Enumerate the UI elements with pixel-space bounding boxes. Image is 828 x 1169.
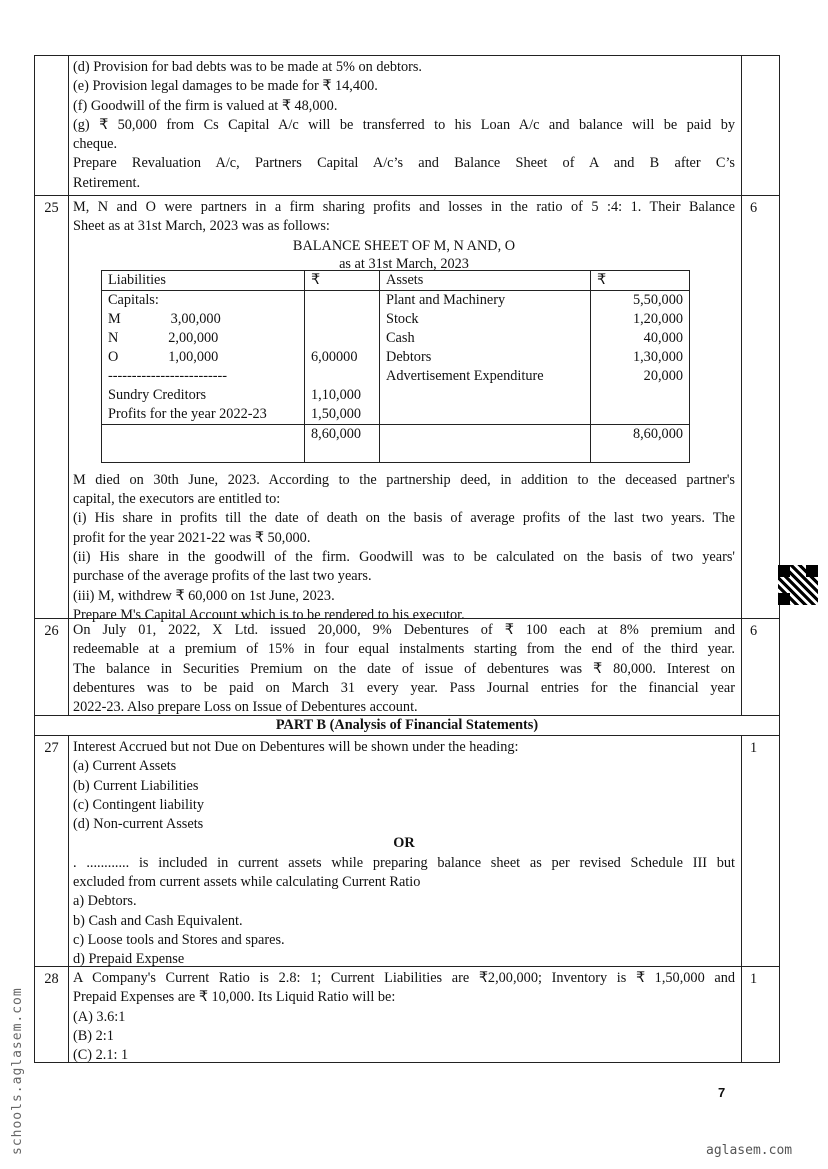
liabilities-amount-cell <box>305 290 380 424</box>
profits-amount: 1,50,000 <box>311 405 362 422</box>
question-number: 26 <box>35 619 69 715</box>
asset-amount: 40,000 <box>643 329 683 346</box>
question-25 <box>34 195 780 623</box>
asset-amount: 5,50,000 <box>632 291 683 308</box>
text-line: On July 01, 2022, X Ltd. issued 20,000, 9% Debentures of ₹ 100 each at 8% premium and <box>73 622 735 638</box>
text-line: capital, the executors are entitled to: <box>73 491 281 508</box>
text-line: cheque. <box>73 136 118 153</box>
text-line: (c) Contingent liability <box>73 796 205 813</box>
text-line: (b) Current Liabilities <box>73 777 199 794</box>
partner-capital-amount: 3,00,000 <box>170 310 221 327</box>
partner-capital <box>108 310 298 329</box>
marks <box>741 56 779 195</box>
question-24-continued <box>34 55 780 196</box>
text-line: (B) 2:1 <box>73 1027 114 1044</box>
assets-cell <box>380 290 591 424</box>
text-line: (i) His share in profits till the date of death on the basis of average profits of the last two years. The <box>73 510 735 527</box>
text-line: purchase of the average profits of the last two years. <box>73 568 372 585</box>
text-line: debentures was to be paid on March 31 every year. Pass Journal entries for the financial year <box>73 679 735 696</box>
page-number: 7 <box>718 1085 726 1100</box>
asset-name: Debtors <box>386 348 432 365</box>
asset-amount: 1,30,000 <box>632 348 683 365</box>
text-line: Prepare Revaluation A/c, Partners Capital A/c’s and Balance Sheet of A and B after C’s <box>73 155 735 172</box>
balance-sheet-table <box>101 270 690 463</box>
text-line: redeemable at a premium of 15% in four equal instalments starting from the end of the third year. <box>73 641 735 658</box>
question-text <box>68 621 741 717</box>
text-line: (a) Current Assets <box>73 758 177 775</box>
marks: 1 <box>741 736 779 966</box>
question-number: 27 <box>35 736 69 966</box>
header-liabilities: Liabilities <box>102 270 305 290</box>
partner-capital <box>108 329 298 348</box>
text-line: profit for the year 2021-22 was ₹ 50,000. <box>73 529 311 546</box>
header-rupee: ₹ <box>591 270 690 290</box>
text-line: The balance in Securities Premium on the date of issue of debentures was ₹ 80,000. Interest on <box>73 660 735 677</box>
text-line: (iii) M, withdrew ₹ 60,000 on 1st June, 2023. <box>73 587 335 604</box>
text-line: Sheet as at 31st March, 2023 was as follows: <box>73 218 330 235</box>
header-rupee: ₹ <box>305 270 380 290</box>
partner-capital <box>108 348 298 367</box>
asset-name: Stock <box>386 310 419 327</box>
text-line: (A) 3.6:1 <box>73 1008 126 1025</box>
text-line: d) Prepaid Expense <box>73 951 185 968</box>
text-line: (ii) His share in the goodwill of the firm. Goodwill was to be calculated on the basis of two years' <box>73 549 735 566</box>
text-line: (f) Goodwill of the firm is valued at ₹ 48,000. <box>73 97 338 114</box>
text-line: b) Cash and Cash Equivalent. <box>73 912 243 929</box>
asset-amount: 1,20,000 <box>632 310 683 327</box>
asset-amount: 20,000 <box>643 367 683 384</box>
text-line: A Company's Current Ratio is 2.8: 1; Current Liabilities are ₹2,00,000; Inventory is ₹ 1,50,000 and <box>73 970 735 986</box>
balance-sheet-title: BALANCE SHEET OF M, N AND, O <box>292 237 516 254</box>
text-line: (g) ₹ 50,000 from Cs Capital A/c will be transferred to his Loan A/c and balance will be paid by <box>73 116 735 133</box>
question-26 <box>34 618 780 716</box>
marks: 1 <box>741 967 779 1062</box>
assets-amount-cell <box>591 290 690 424</box>
text-line: . ............ is included in current assets while preparing balance sheet as per revised Schedule III but <box>73 854 735 871</box>
partner-capital-amount: 1,00,000 <box>168 348 219 365</box>
text-line: Retirement. <box>73 174 141 191</box>
partner-name: N <box>108 329 119 346</box>
header-assets: Assets <box>380 270 591 290</box>
creditors-label: Sundry Creditors <box>108 386 207 403</box>
asset-name: Plant and Machinery <box>386 291 506 308</box>
part-b-heading: PART B (Analysis of Financial Statements) <box>34 715 780 736</box>
question-text <box>68 58 741 193</box>
text-line: Prepaid Expenses are ₹ 10,000. Its Liquid Ratio will be: <box>73 989 396 1006</box>
qr-code-icon <box>778 565 818 605</box>
partner-name: O <box>108 348 119 365</box>
liabilities-cell <box>102 290 305 424</box>
question-number: 25 <box>35 196 69 618</box>
watermark: schools.aglasem.com <box>10 987 25 1155</box>
text-line: c) Loose tools and Stores and spares. <box>73 931 285 948</box>
question-number <box>35 56 69 195</box>
capital-total: 6,00000 <box>311 348 358 365</box>
liabilities-total: 8,60,000 <box>305 424 380 462</box>
site-footer: aglasem.com <box>706 1143 793 1158</box>
text-line: M died on 30th June, 2023. According to the partnership deed, in addition to the deceased partner's <box>73 471 735 488</box>
marks: 6 <box>741 196 779 618</box>
capitals-label: Capitals: <box>108 291 159 308</box>
text-line: Prepare M's Capital Account which is to be rendered to his executor. <box>73 606 465 623</box>
question-27 <box>34 735 780 967</box>
text-line: a) Debtors. <box>73 893 137 910</box>
text-line: (d) Non-current Assets <box>73 816 204 833</box>
partner-capital-amount: 2,00,000 <box>168 329 219 346</box>
question-text <box>68 969 741 1065</box>
text-line: Interest Accrued but not Due on Debentures will be shown under the heading: <box>73 739 519 755</box>
assets-total: 8,60,000 <box>591 424 690 462</box>
asset-name: Advertisement Expenditure <box>386 367 544 384</box>
question-text <box>68 198 741 625</box>
creditors-amount: 1,10,000 <box>311 386 362 403</box>
profits-label: Profits for the year 2022-23 <box>108 405 267 422</box>
asset-name: Cash <box>386 329 415 346</box>
text-line: (d) Provision for bad debts was to be made at 5% on debtors. <box>73 59 423 75</box>
question-28 <box>34 966 780 1063</box>
separator: ------------------------- <box>108 367 228 384</box>
marks: 6 <box>741 619 779 715</box>
question-number: 28 <box>35 967 69 1062</box>
balance-sheet-date: as at 31st March, 2023 <box>339 255 469 270</box>
or-separator: OR <box>393 835 415 852</box>
question-text <box>68 738 741 970</box>
text-line: excluded from current assets while calculating Current Ratio <box>73 874 421 891</box>
partner-name: M <box>108 310 121 327</box>
text-line: 2022-23. Also prepare Loss on Issue of Debentures account. <box>73 699 418 716</box>
text-line: M, N and O were partners in a firm sharing profits and losses in the ratio of 5 :4: 1. Their Balance <box>73 199 735 215</box>
text-line: (C) 2.1: 1 <box>73 1047 129 1064</box>
text-line: (e) Provision legal damages to be made for ₹ 14,400. <box>73 78 378 95</box>
